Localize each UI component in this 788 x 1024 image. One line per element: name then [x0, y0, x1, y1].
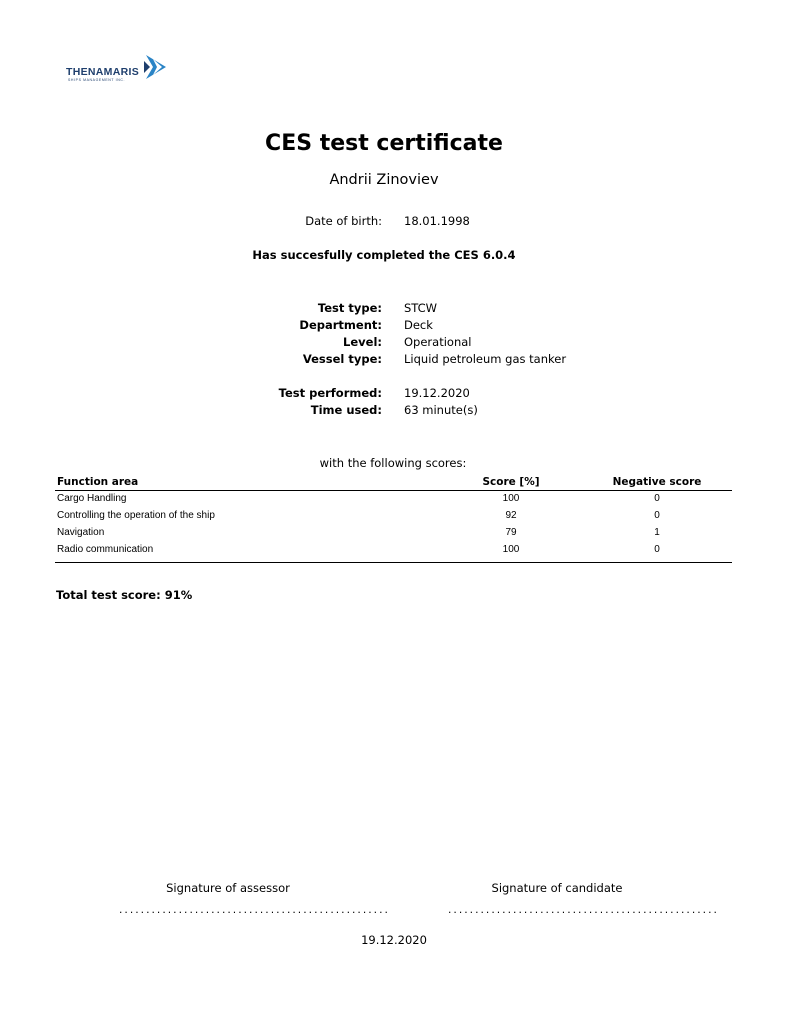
header-negative-score: Negative score	[612, 476, 702, 488]
test-performed-label: Test performed:	[278, 386, 382, 400]
company-logo	[66, 52, 176, 84]
logo-arrow-icon	[144, 54, 168, 80]
vessel-type-value: Liquid petroleum gas tanker	[404, 352, 567, 366]
test-type-value: STCW	[404, 301, 438, 315]
row-negative: 0	[654, 544, 660, 555]
department-value: Deck	[404, 318, 433, 332]
table-row	[55, 508, 732, 525]
row-score: 100	[502, 493, 520, 504]
row-area: Navigation	[57, 527, 105, 538]
row-score: 92	[505, 510, 517, 521]
logo-wordmark: THENAMARIS	[66, 66, 139, 78]
header-score: Score [%]	[482, 476, 540, 488]
candidate-signature-label: Signature of candidate	[491, 881, 623, 895]
completion-statement: Has succesfully completed the CES 6.0.4	[252, 248, 516, 262]
header-function-area: Function area	[57, 476, 139, 488]
row-area: Radio communication	[57, 544, 154, 555]
time-used-label: Time used:	[310, 403, 382, 417]
level-value: Operational	[404, 335, 472, 349]
row-area: Cargo Handling	[57, 493, 127, 504]
logo-subtitle: SHIPS MANAGEMENT INC.	[68, 78, 126, 82]
total-test-score: Total test score: 91%	[56, 588, 193, 602]
signature-date: 19.12.2020	[361, 933, 427, 947]
certificate-title: CES test certificate	[265, 131, 503, 156]
dob-label: Date of birth:	[305, 214, 382, 228]
table-bottom-rule	[55, 562, 732, 563]
test-performed-value: 19.12.2020	[404, 386, 470, 400]
table-row	[55, 491, 732, 508]
row-score: 100	[502, 544, 520, 555]
row-negative: 0	[654, 493, 660, 504]
table-row	[55, 542, 732, 559]
table-header	[55, 475, 732, 491]
row-area: Controlling the operation of the ship	[57, 510, 215, 521]
scores-table	[55, 475, 732, 563]
scores-intro: with the following scores:	[319, 456, 467, 470]
row-score: 79	[505, 527, 517, 538]
assessor-signature-label: Signature of assessor	[166, 881, 290, 895]
dob-value: 18.01.1998	[404, 214, 470, 228]
row-negative: 0	[654, 510, 660, 521]
test-type-label: Test type:	[317, 301, 382, 315]
level-label: Level:	[343, 335, 382, 349]
assessor-signature-line: ..................................................	[118, 906, 389, 916]
row-negative: 1	[654, 527, 660, 538]
candidate-name: Andrii Zinoviev	[329, 172, 439, 188]
candidate-signature-line: ..................................................	[447, 906, 718, 916]
time-used-value: 63 minute(s)	[404, 403, 478, 417]
department-label: Department:	[299, 318, 382, 332]
vessel-type-label: Vessel type:	[302, 352, 382, 366]
table-row	[55, 525, 732, 542]
